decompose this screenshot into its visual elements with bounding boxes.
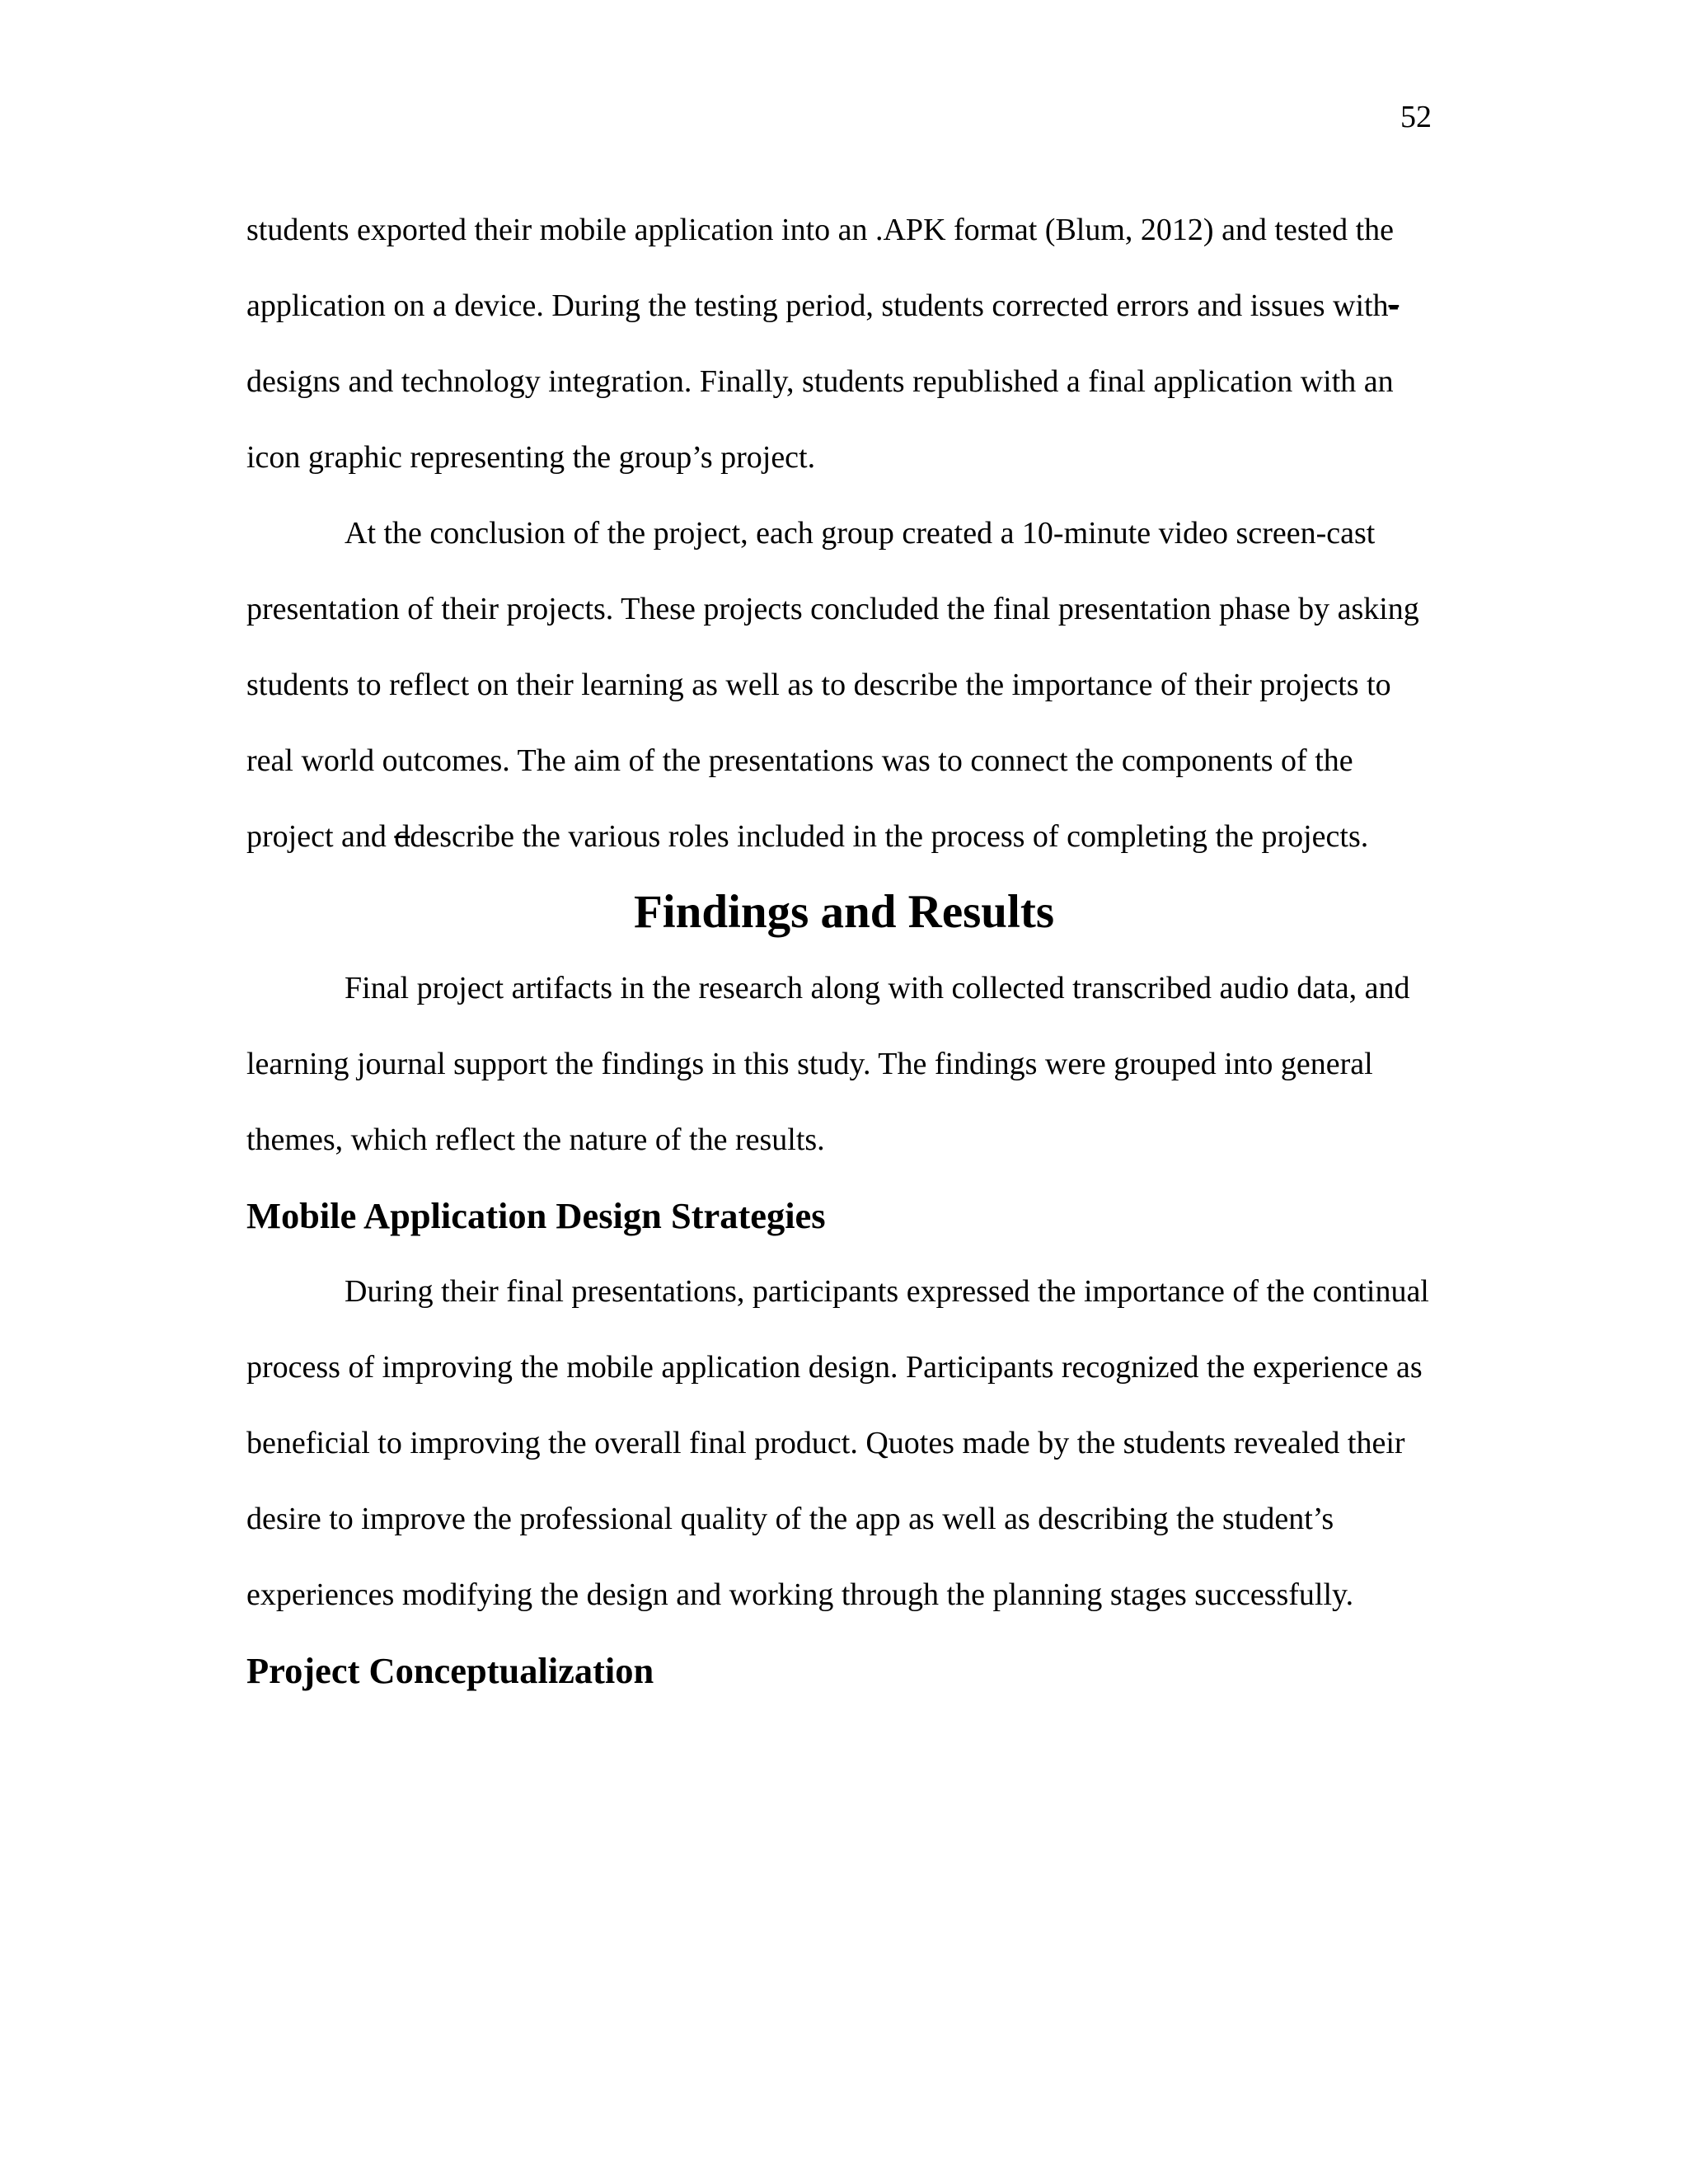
subheading-project-conceptualization: Project Conceptualization [246,1650,654,1691]
document-body [246,192,1442,1708]
paragraph-testing [246,192,1442,495]
paragraph-text: describe the various roles included in the process of completing the projects. [410,819,1369,854]
paragraph-text: At the conclusion of the project, each group created a 10-minute video screen-cast presentation of their projects. These projects concluded the final presentation phase by asking students to reflect on their learning as well as to describe the importance of their projects to real world outcomes. The aim of the presentations was to connect the components of the project and [246,516,1419,854]
strikethrough-mark: d [394,819,410,854]
paragraph-findings: Final project artifacts in the research along with collected transcribed audio data, and learning journal support the findings in this study. The findings were grouped into general themes, which reflect the nature of the results. [246,971,1410,1157]
strikethrough-mark: - [1388,288,1400,323]
page-number: 52 [1400,100,1432,134]
paragraph-text: designs and technology integration. Finally, students republished a final application with an icon graphic representing the group’s project. [246,364,1394,475]
paragraph-presentations [246,495,1442,874]
paragraph-design-strategies: During their final presentations, participants expressed the importance of the continual process of improving the mobile application design. Participants recognized the experience as beneficial to improving the overall final product. Quotes made by the students revealed their desire to improve the professional quality of the app as well as describing the student’s experiences modifying the design and working through the planning stages successfully. [246,1274,1429,1612]
section-heading-findings: Findings and Results [633,886,1055,938]
subheading-design-strategies: Mobile Application Design Strategies [246,1195,826,1236]
paragraph-text: students exported their mobile application into an .APK format (Blum, 2012) and tested the application on a device. During the testing period, students corrected errors and issues with [246,213,1394,323]
